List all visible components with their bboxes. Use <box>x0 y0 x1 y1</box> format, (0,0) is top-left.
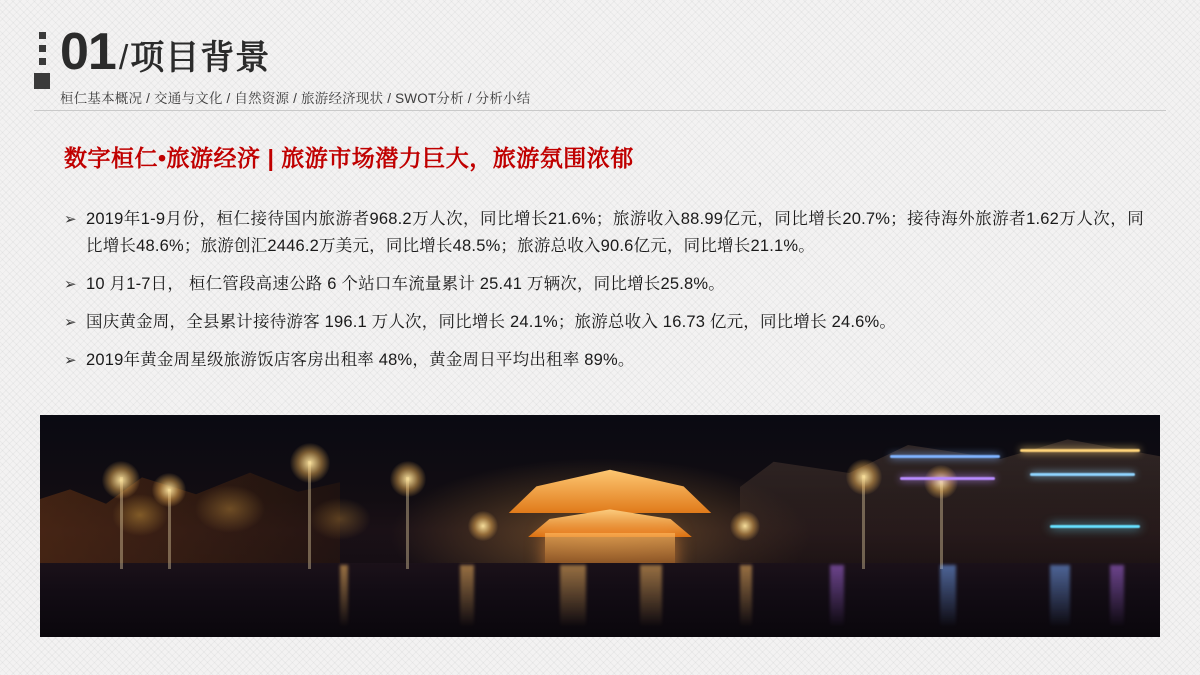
photo-neon-band <box>1020 449 1140 452</box>
bullet-marker-icon: ➢ <box>64 352 77 369</box>
header-text-group <box>60 23 531 107</box>
photo-water-reflection <box>340 565 348 627</box>
photo-water-reflection <box>940 565 956 627</box>
photo-neon-band <box>900 477 995 480</box>
photo-water-reflection <box>640 565 662 627</box>
section-title: 项目背景 <box>130 39 271 77</box>
photo-water-reflection <box>560 565 586 627</box>
photo-neon-band <box>1050 525 1140 528</box>
photo-water-reflection <box>1050 565 1070 627</box>
list-item-text: 2019年黄金周星级旅游饭店客房出租率 48%，黄金周日平均出租率 89%。 <box>86 351 635 369</box>
list-item <box>64 206 1144 260</box>
pavilion-upper-roof <box>495 467 725 513</box>
slide-header <box>34 23 531 107</box>
photo-light-glow <box>468 511 498 541</box>
list-item-text: 2019年1-9月份，桓仁接待国内旅游者968.2万人次，同比增长21.6%；旅游收入88.99亿元，同比增长20.7%；接待海外旅游者1.62万人次，同比增长48.6%；旅游创汇2446.2万美元，同比增长48.5%；旅游总收入90.6亿元，同比增长21.1%。 <box>86 210 1144 255</box>
list-item <box>64 309 1144 336</box>
photo-light-glow <box>390 461 426 497</box>
bullet-marker-icon: ➢ <box>64 211 77 228</box>
photo-water-reflection <box>1110 565 1124 627</box>
list-item-text: 10 月1-7日， 桓仁管段高速公路 6 个站口车流量累计 25.41 万辆次，同比增长25.8%。 <box>86 275 725 293</box>
photo-light-glow <box>846 459 882 495</box>
list-item-text: 国庆黄金周，全县累计接待游客 196.1 万人次，同比增长 24.1%；旅游总收入 16.73 亿元，同比增长 24.6%。 <box>86 313 897 331</box>
section-number: 01 <box>60 23 116 81</box>
page-title <box>60 23 530 81</box>
section-subtitle: 桓仁基本概况 / 交通与文化 / 自然资源 / 旅游经济现状 / SWOT分析 / 分析小结 <box>60 91 531 106</box>
header-divider <box>34 110 1166 111</box>
bullet-marker-icon: ➢ <box>64 276 77 293</box>
bullet-list <box>64 206 1144 385</box>
photo-water <box>40 563 1160 637</box>
photo-pavilion <box>495 467 725 572</box>
content-headline: 数字桓仁•旅游经济 | 旅游市场潜力巨大，旅游氛围浓郁 <box>64 145 634 171</box>
photo-neon-band <box>890 455 1000 458</box>
photo-light-glow <box>102 461 140 499</box>
title-separator: / <box>118 39 129 77</box>
decorative-dots-icon <box>34 26 50 89</box>
photo-light-glow <box>730 511 760 541</box>
night-scenery-photo <box>40 415 1160 637</box>
list-item <box>64 271 1144 298</box>
photo-water-reflection <box>460 565 474 627</box>
bullet-marker-icon: ➢ <box>64 314 77 331</box>
photo-water-reflection <box>740 565 752 627</box>
photo-water-reflection <box>830 565 844 627</box>
photo-neon-band <box>1030 473 1135 476</box>
photo-light-glow <box>290 443 330 483</box>
list-item <box>64 347 1144 374</box>
photo-trees <box>100 475 430 575</box>
photo-light-glow <box>924 465 958 499</box>
photo-light-glow <box>152 473 186 507</box>
